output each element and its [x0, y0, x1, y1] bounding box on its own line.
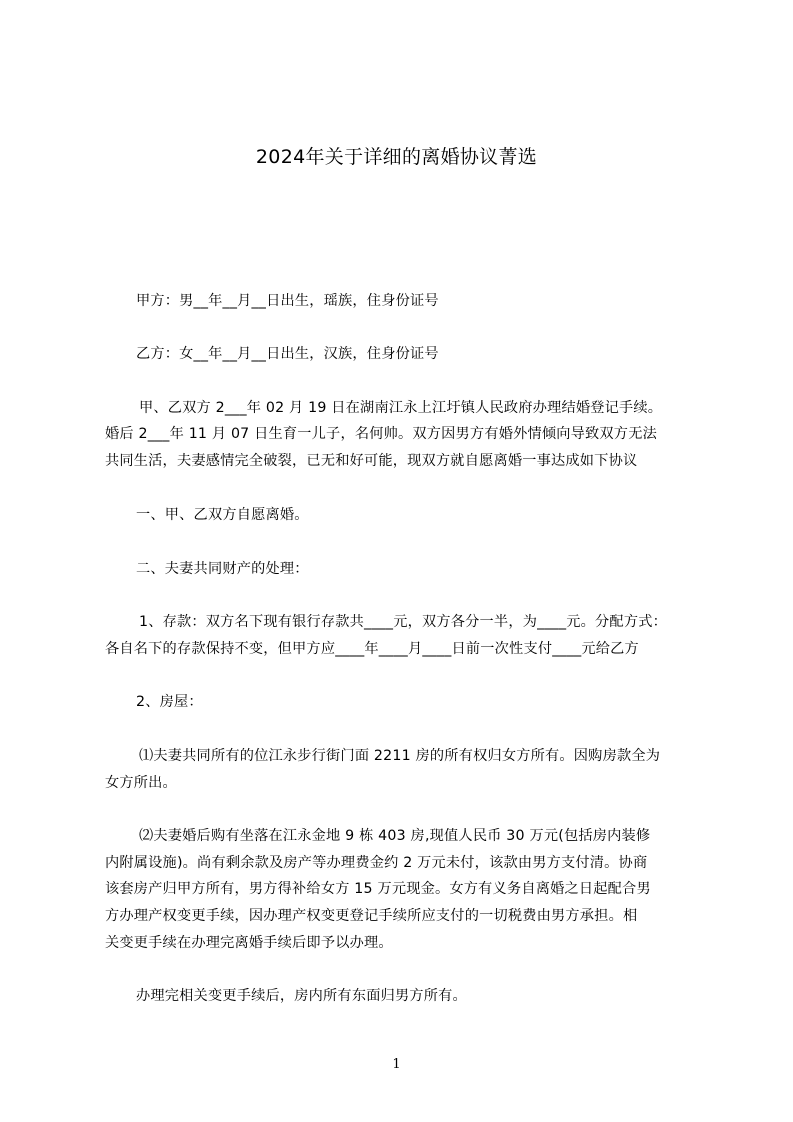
clause-2: 二、夫妻共同财产的处理： — [136, 561, 309, 577]
house-item-2-line-3: 该套房产归甲方所有，男方得补给女方 15 万元现金。女方有义务自离婚之日起配合男 — [105, 881, 651, 897]
document-title: 2024年关于详细的离婚协议菁选 — [255, 146, 538, 168]
house-heading: 2、房屋： — [136, 694, 203, 710]
page-number: 1 — [392, 1057, 401, 1072]
house-item-2-line-5: 关变更手续在办理完离婚手续后即予以办理。 — [105, 935, 393, 951]
party-a-line: 甲方：男__年__月__日出生，瑶族，住身份证号 — [136, 293, 439, 309]
after-change-note: 办理完相关变更手续后，房内所有东面归男方所有。 — [136, 988, 467, 1004]
intro-line-2: 婚后 2___年 11 月 07 日生育一儿子，名何帅。双方因男方有婚外情倾向导致双方无法 — [105, 426, 657, 442]
deposit-line-1: 1、存款：双方名下现有银行存款共____元，双方各分一半，为____元。分配方式： — [139, 614, 667, 630]
clause-1: 一、甲、乙双方自愿离婚。 — [136, 507, 309, 523]
intro-line-1: 甲、乙双方 2___年 02 月 19 日在湖南江永上江圩镇人民政府办理结婚登记手续。 — [139, 400, 663, 416]
house-item-1-line-2: 女方所出。 — [105, 775, 177, 791]
party-b-line: 乙方：女__年__月__日出生，汉族，住身份证号 — [136, 346, 439, 362]
intro-line-3: 共同生活，夫妻感情完全破裂，已无和好可能，现双方就自愿离婚一事达成如下协议 — [105, 453, 638, 469]
deposit-line-2: 各自名下的存款保持不变，但甲方应____年____月____日前一次性支付____元给乙方 — [105, 641, 639, 657]
house-item-2-line-4: 方办理产权变更手续，因办理产权变更登记手续所应支付的一切税费由男方承担。相 — [105, 908, 638, 924]
house-item-1-line-1: ⑴夫妻共同所有的位江永步行街门面 2211 房的所有权归女方所有。因购房款全为 — [139, 748, 661, 764]
house-item-2-line-1: ⑵夫妻婚后购有坐落在江永金地 9 栋 403 房,现值人民币 30 万元(包括房内装修 — [139, 828, 651, 844]
house-item-2-line-2: 内附属设施)。尚有剩余款及房产等办理费金约 2 万元未付，该款由男方支付清。协商 — [105, 855, 648, 871]
